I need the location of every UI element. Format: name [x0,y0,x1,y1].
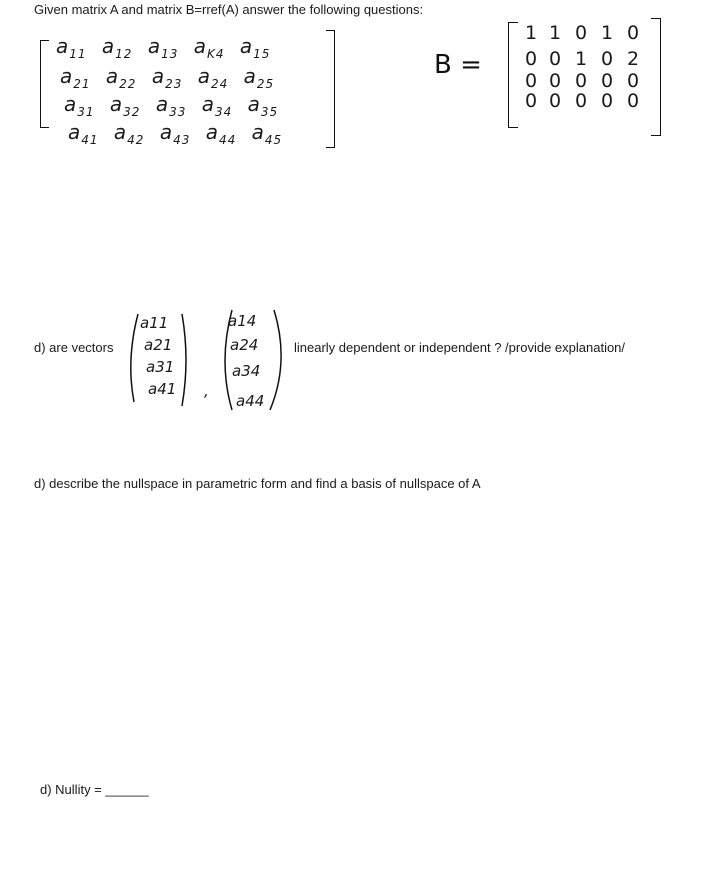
matrix-a-left-bracket [40,40,49,128]
matrix-a-right-bracket [326,30,335,148]
matrix-a-row-3: $a_{31}$ $a_{32}$ $a_{33}$ $a_{34}$ $a_{35}$ [64,92,279,119]
header-prompt: Given matrix A and matrix B=rref(A) answer the following questions: [34,2,424,17]
nullity-label: d) Nullity = [40,782,102,797]
matrix-a-row-2: $a_{21}$ $a_{22}$ $a_{23}$ $a_{24}$ $a_{25}$ [60,64,275,91]
matrix-b-label: B = [434,50,482,80]
matrix-b-left-bracket [508,22,518,128]
question-nullspace: d) describe the nullspace in parametric form and find a basis of nullspace of A [34,476,481,491]
matrix-b-right-bracket [651,18,661,136]
matrix-a-row-4: $a_{41}$ $a_{42}$ $a_{43}$ $a_{44}$ $a_{45}$ [68,120,283,147]
question-vectors-prefix: d) are vectors [34,340,114,355]
matrix-a-row-1: $a_{11}$ $a_{12}$ $a_{13}$ $a_{K4}$ $a_{15}$ [56,34,271,61]
question-nullity [40,782,149,797]
question-vectors-suffix: linearly dependent or independent ? /provide explanation/ [294,340,626,355]
vector-separator: , [204,382,209,400]
nullity-blank: ______ [105,782,149,797]
